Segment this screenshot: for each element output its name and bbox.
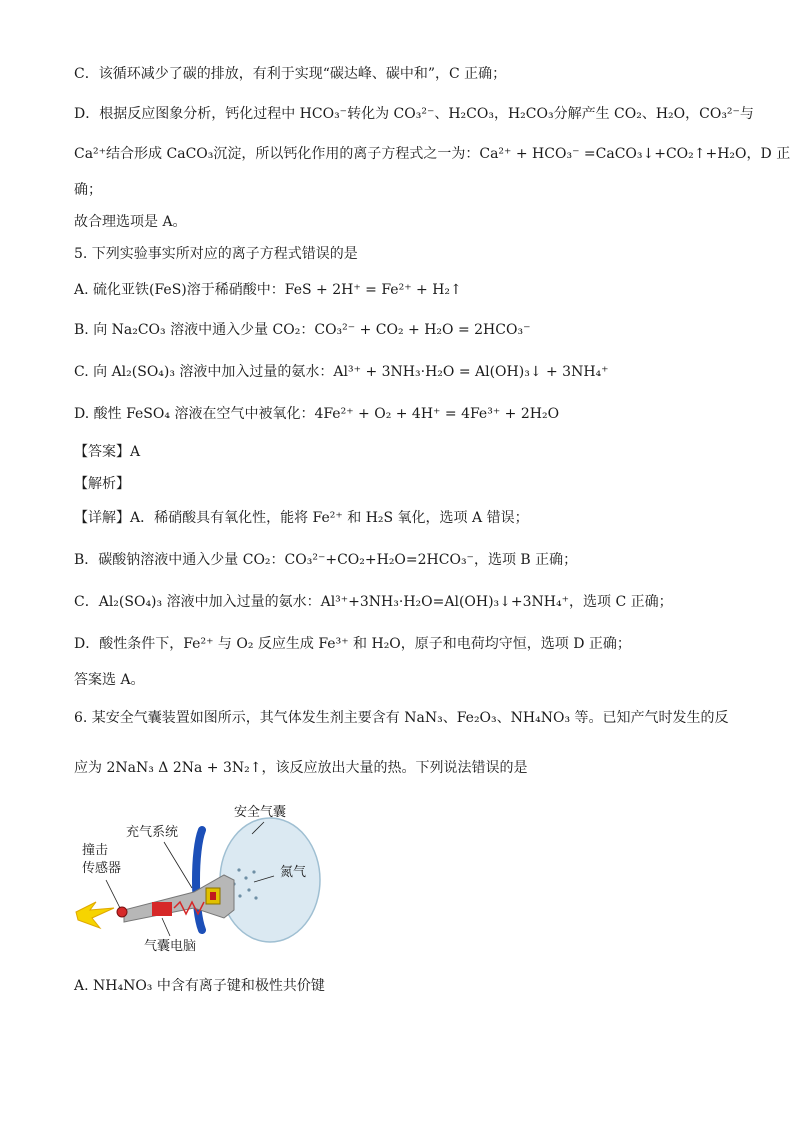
airbag-shape — [220, 818, 320, 942]
q5-detail-b: B．碳酸钠溶液中通入少量 CO₂：CO₃²⁻+CO₂+H₂O=2HCO₃⁻，选项 B 正确； — [74, 552, 578, 568]
q6-stem-line1: 6. 某安全气囊装置如图所示，其气体发生剂主要含有 NaN₃、Fe₂O₃、NH₄NO₃ 等。已知产气时发生的反 — [74, 710, 729, 726]
crash-sensor — [117, 907, 127, 917]
q6-option-a: A. NH₄NO₃ 中含有离子键和极性共价键 — [74, 978, 325, 994]
q5-option-d: D. 酸性 FeSO₄ 溶液在空气中被氧化：4Fe²⁺ + O₂ + 4H⁺ = 4Fe³⁺ + 2H₂O — [74, 406, 560, 422]
label-sensor-line1: 撞击 — [82, 843, 109, 858]
q5-detail-a: 【详解】A．稀硝酸具有氧化性，能将 Fe²⁺ 和 H₂S 氧化，选项 A 错误； — [74, 510, 529, 526]
q5-analysis-heading: 【解析】 — [74, 476, 130, 492]
q5-answer: 【答案】A — [74, 444, 141, 460]
label-nitrogen: 氮气 — [280, 865, 307, 880]
gas-generator-core — [210, 892, 216, 900]
airbag-diagram — [74, 800, 334, 960]
option-d-prev-line3: 确； — [74, 182, 102, 198]
q5-detail-d: D．酸性条件下，Fe²⁺ 与 O₂ 反应生成 Fe³⁺ 和 H₂O，原子和电荷均守恒，选项 D 正确； — [74, 636, 631, 652]
option-d-prev-line2: Ca²⁺结合形成 CaCO₃沉淀，所以钙化作用的离子方程式之一为：Ca²⁺ + HCO₃⁻ =CaCO₃↓+CO₂↑+H₂O，D 正 — [74, 146, 791, 162]
label-sensor-line2: 传感器 — [82, 861, 122, 876]
prev-conclusion: 故合理选项是 A。 — [74, 214, 187, 230]
label-airbag: 安全气囊 — [234, 805, 287, 820]
q5-option-b: B. 向 Na₂CO₃ 溶液中通入少量 CO₂：CO₃²⁻ + CO₂ + H₂O = 2HCO₃⁻ — [74, 322, 531, 338]
q5-option-a: A. 硫化亚铁(FeS)溶于稀硝酸中：FeS + 2H⁺ = Fe²⁺ + H₂↑ — [74, 282, 462, 298]
label-inflator: 充气系统 — [126, 825, 179, 840]
airbag-diagram-svg — [74, 800, 334, 960]
computer-module — [152, 902, 172, 916]
q5-option-c: C. 向 Al₂(SO₄)₃ 溶液中加入过量的氨水：Al³⁺ + 3NH₃·H₂O = Al(OH)₃↓ + 3NH₄⁺ — [74, 364, 609, 380]
label-computer: 气囊电脑 — [144, 939, 197, 954]
steering-column — [196, 830, 202, 930]
q5-conclusion: 答案选 A。 — [74, 672, 145, 688]
impact-spark — [76, 902, 114, 928]
q5-detail-c: C．Al₂(SO₄)₃ 溶液中加入过量的氨水：Al³⁺+3NH₃·H₂O=Al(OH)₃↓+3NH₄⁺，选项 C 正确； — [74, 594, 673, 610]
q5-stem: 5. 下列实验事实所对应的离子方程式错误的是 — [74, 246, 358, 262]
q6-stem-line2: 应为 2NaN₃ Δ 2Na + 3N₂↑，该反应放出大量的热。下列说法错误的是 — [74, 760, 528, 776]
option-c-prev: C．该循环减少了碳的排放，有利于实现“碳达峰、碳中和”，C 正确； — [74, 66, 507, 82]
option-d-prev-line1: D．根据反应图象分析，钙化过程中 HCO₃⁻转化为 CO₃²⁻、H₂CO₃，H₂CO₃分解产生 CO₂、H₂O，CO₃²⁻与 — [74, 106, 754, 122]
